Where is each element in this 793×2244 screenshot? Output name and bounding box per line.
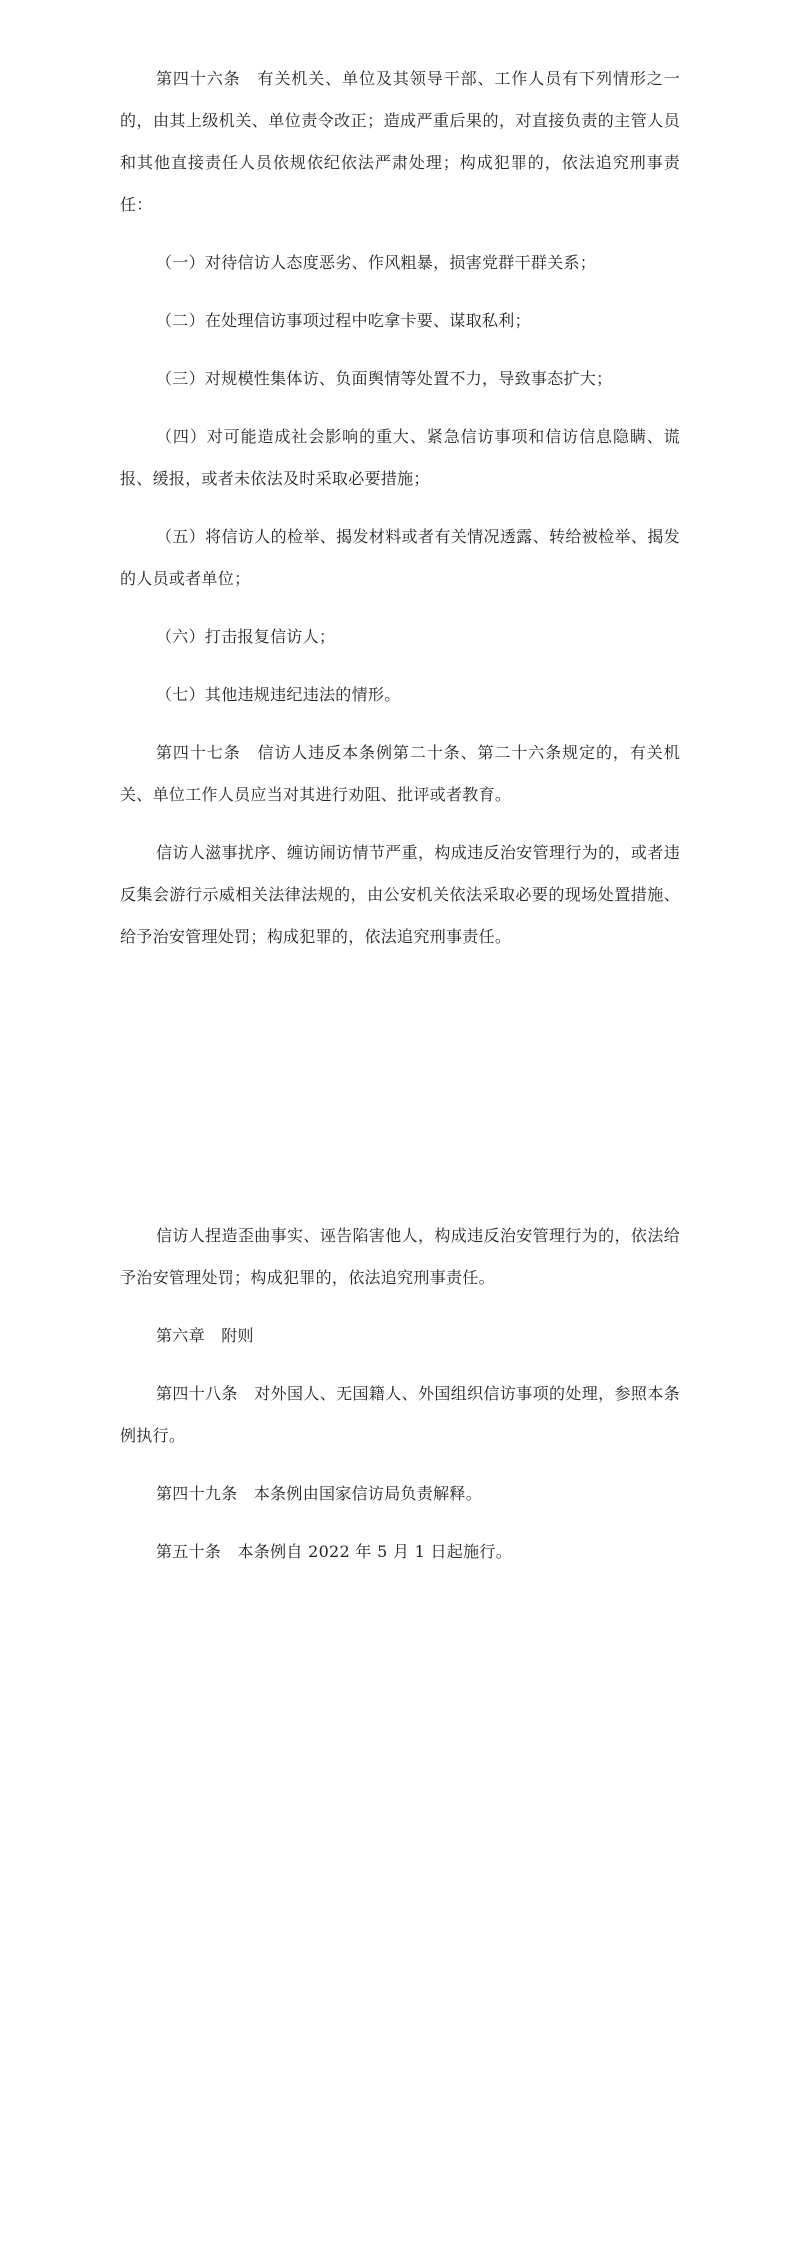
article-47-paragraph-1: 第四十七条 信访人违反本条例第二十条、第二十六条规定的，有关机关、单位工作人员应当对其进行劝阻、批评或者教育。	[120, 743, 680, 804]
article-47-paragraph-2: 信访人滋事扰序、缠访闹访情节严重，构成违反治安管理行为的，或者违反集会游行示威相关法律法规的，由公安机关依法采取必要的现场处置措施、给予治安管理处罚；构成犯罪的，依法追究刑事责任。	[120, 843, 680, 946]
text-block-lower	[120, 1215, 680, 1589]
article-47-paragraph-3: 信访人捏造歪曲事实、诬告陷害他人，构成违反治安管理行为的，依法给予治安管理处罚；构成犯罪的，依法追究刑事责任。	[120, 1226, 680, 1287]
article-48: 第四十八条 对外国人、无国籍人、外国组织信访事项的处理，参照本条例执行。	[120, 1384, 680, 1445]
text-block-upper	[120, 58, 680, 974]
chapter-6-heading: 第六章 附则	[156, 1326, 254, 1345]
article-46-item-6: （六）打击报复信访人；	[156, 627, 336, 646]
article-46-item-4: （四）对可能造成社会影响的重大、紧急信访事项和信访信息隐瞒、谎报、缓报，或者未依法及时采取必要措施；	[120, 427, 680, 488]
article-46-item-3: （三）对规模性集体访、负面舆情等处置不力，导致事态扩大；	[156, 369, 613, 388]
article-46-item-1: （一）对待信访人态度恶劣、作风粗暴，损害党群干群关系；	[156, 253, 597, 272]
article-46-item-5: （五）将信访人的检举、揭发材料或者有关情况透露、转给被检举、揭发的人员或者单位；	[120, 527, 680, 588]
article-46-intro: 第四十六条 有关机关、单位及其领导干部、工作人员有下列情形之一的，由其上级机关、单位责令改正；造成严重后果的，对直接负责的主管人员和其他直接责任人员依规依纪依法严肃处理；构成犯罪的，依法追究刑事责任：	[120, 69, 680, 214]
article-49: 第四十九条 本条例由国家信访局负责解释。	[156, 1484, 483, 1503]
article-50: 第五十条 本条例自 2022 年 5 月 1 日起施行。	[156, 1542, 512, 1561]
article-46-item-2: （二）在处理信访事项过程中吃拿卡要、谋取私利；	[156, 311, 531, 330]
article-46-item-7: （七）其他违规违纪违法的情形。	[156, 685, 401, 704]
